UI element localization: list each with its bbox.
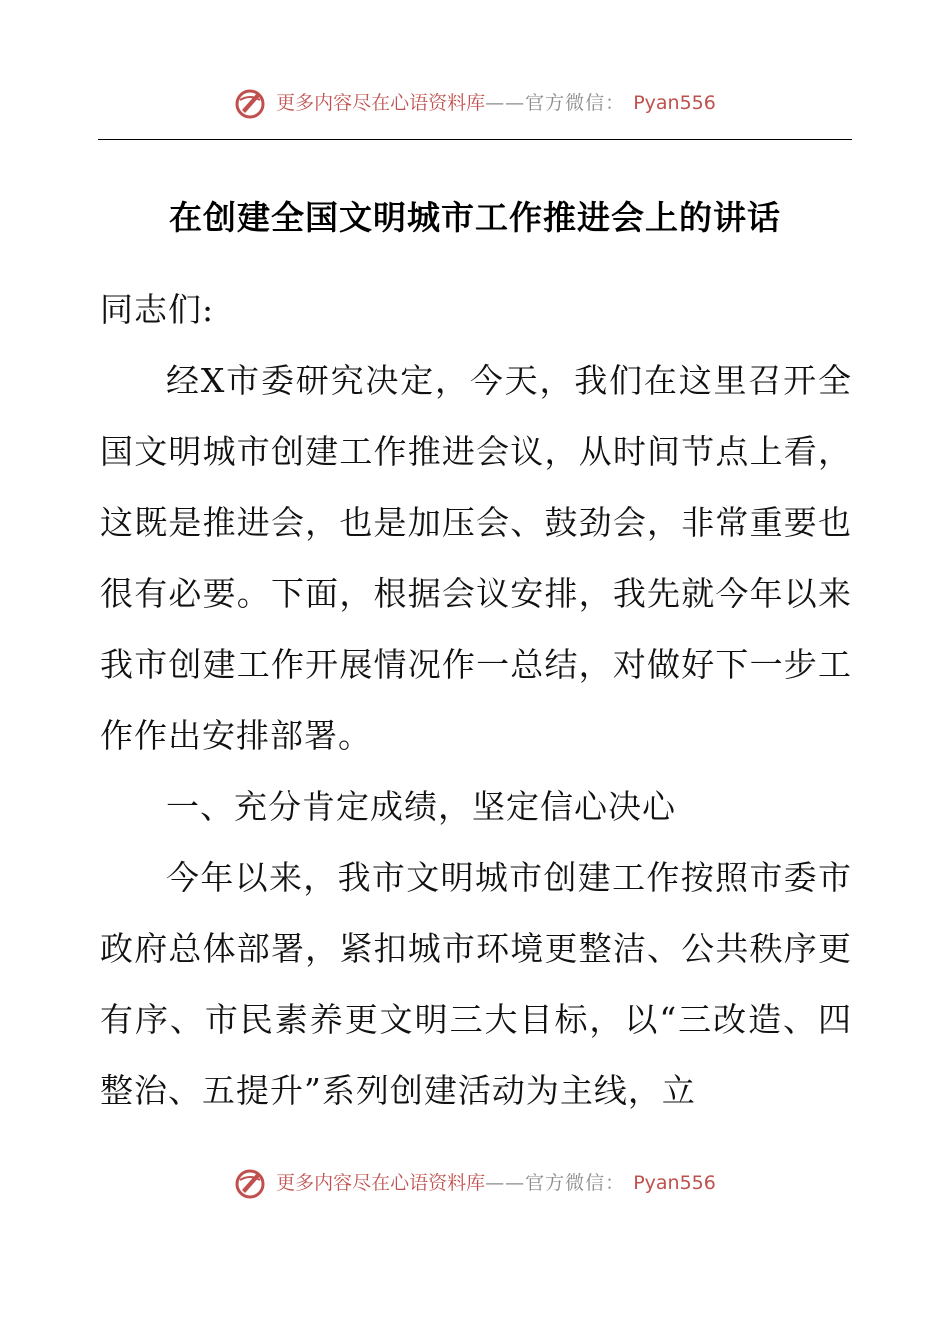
watermark-site-text: 更多内容尽在心语资料库——官方微信： [276, 1172, 626, 1194]
document-body [100, 274, 852, 1126]
salutation: 同志们: [100, 290, 215, 329]
red-circle-pen-logo-icon [234, 1166, 268, 1200]
header-watermark [0, 86, 950, 120]
watermark-site-text: 更多内容尽在心语资料库——官方微信： [276, 92, 626, 114]
footer-watermark [0, 1166, 950, 1200]
red-circle-pen-logo-icon [234, 86, 268, 120]
paragraph-achievements: 今年以来，我市文明城市创建工作按照市委市政府总体部署，紧扣城市环境更整洁、公共秩序更有序、市民素养更文明三大目标，以“三改造、四整治、五提升”系列创建活动为主线，立 [100, 858, 852, 1110]
section-heading: 一、充分肯定成绩，坚定信心决心 [166, 787, 676, 826]
watermark-account: Pyan556 [633, 1172, 716, 1194]
paragraph-intro: 经X市委研究决定，今天，我们在这里召开全国文明城市创建工作推进会议，从时间节点上看，这既是推进会，也是加压会、鼓劲会，非常重要也很有必要。下面，根据会议安排，我先就今年以来我市创建工作开展情况作一总结，对做好下一步工作作出安排部署。 [100, 361, 852, 755]
watermark-account: Pyan556 [633, 92, 716, 114]
document-title: 在创建全国文明城市工作推进会上的讲话 [169, 198, 781, 237]
header-rule [98, 139, 852, 140]
